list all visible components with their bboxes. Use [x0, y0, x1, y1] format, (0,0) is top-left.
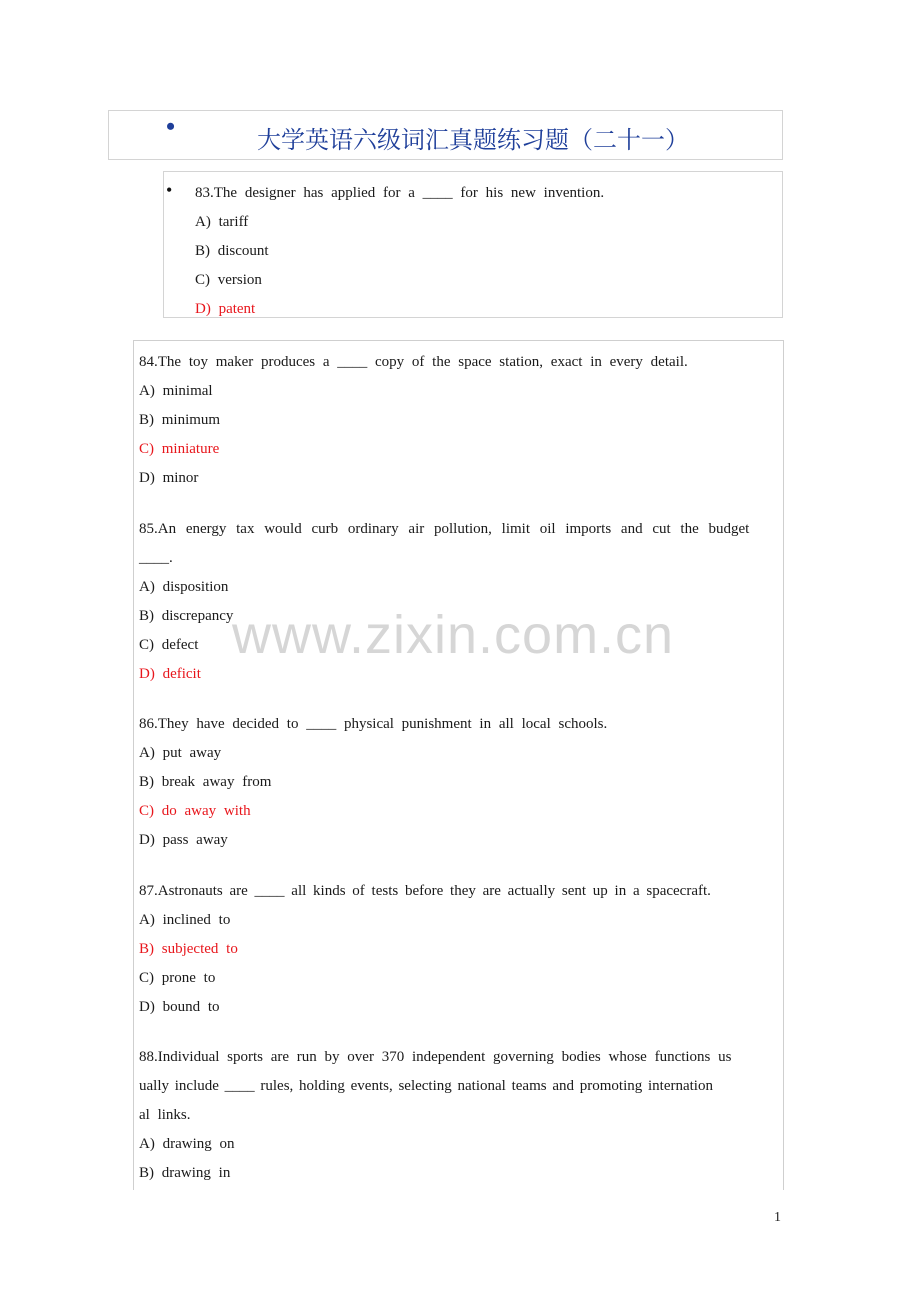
- question-88-stem-line-2: ually include ____ rules, holding events, selecting national teams and promoting internation: [139, 1078, 713, 1094]
- question-83-option-d-correct: D) patent: [195, 301, 256, 317]
- question-84-option-b: B) minimum: [139, 412, 221, 428]
- question-85-option-c: C) defect: [139, 637, 199, 653]
- question-86-option-d: D) pass away: [139, 832, 228, 848]
- question-88-stem-line-3: al links.: [139, 1107, 191, 1123]
- question-85-stem-line-2: ____.: [139, 550, 173, 566]
- question-85-option-d-correct: D) deficit: [139, 666, 201, 682]
- question-88-stem-line-1: 88.Individual sports are run by over 370 independent governing bodies whose functions us: [139, 1049, 732, 1065]
- question-85-stem-line-1: 85.An energy tax would curb ordinary air pollution, limit oil imports and cut the budget: [139, 521, 750, 537]
- question-83-option-a: A) tariff: [195, 214, 249, 230]
- question-88-option-b: B) drawing in: [139, 1165, 231, 1181]
- question-88-option-a: A) drawing on: [139, 1136, 235, 1152]
- page-number: 1: [774, 1210, 781, 1225]
- watermark: www.zixin.com.cn: [232, 605, 675, 665]
- title-bullet: •: [166, 112, 176, 141]
- question-83-bullet: •: [166, 180, 173, 200]
- question-86-option-a: A) put away: [139, 745, 222, 761]
- question-86-option-c-correct: C) do away with: [139, 803, 251, 819]
- question-87-option-c: C) prone to: [139, 970, 216, 986]
- page-title: 大学英语六级词汇真题练习题（二十一）: [257, 126, 689, 154]
- question-87-stem: 87.Astronauts are ____ all kinds of tests before they are actually sent up in a spacecraft.: [139, 883, 711, 899]
- question-87-option-a: A) inclined to: [139, 912, 231, 928]
- question-83-option-c: C) version: [195, 272, 262, 288]
- question-85-option-b: B) discrepancy: [139, 608, 234, 624]
- question-87-option-d: D) bound to: [139, 999, 220, 1015]
- question-85-option-a: A) disposition: [139, 579, 229, 595]
- question-83-option-b: B) discount: [195, 243, 269, 259]
- question-84-option-a: A) minimal: [139, 383, 213, 399]
- question-86-stem: 86.They have decided to ____ physical punishment in all local schools.: [139, 716, 608, 732]
- question-84-stem: 84.The toy maker produces a ____ copy of the space station, exact in every detail.: [139, 354, 688, 370]
- question-83-stem: 83.The designer has applied for a ____ for his new invention.: [195, 185, 605, 201]
- question-84-option-c-correct: C) miniature: [139, 441, 220, 457]
- question-86-option-b: B) break away from: [139, 774, 272, 790]
- question-87-option-b-correct: B) subjected to: [139, 941, 238, 957]
- question-84-option-d: D) minor: [139, 470, 199, 486]
